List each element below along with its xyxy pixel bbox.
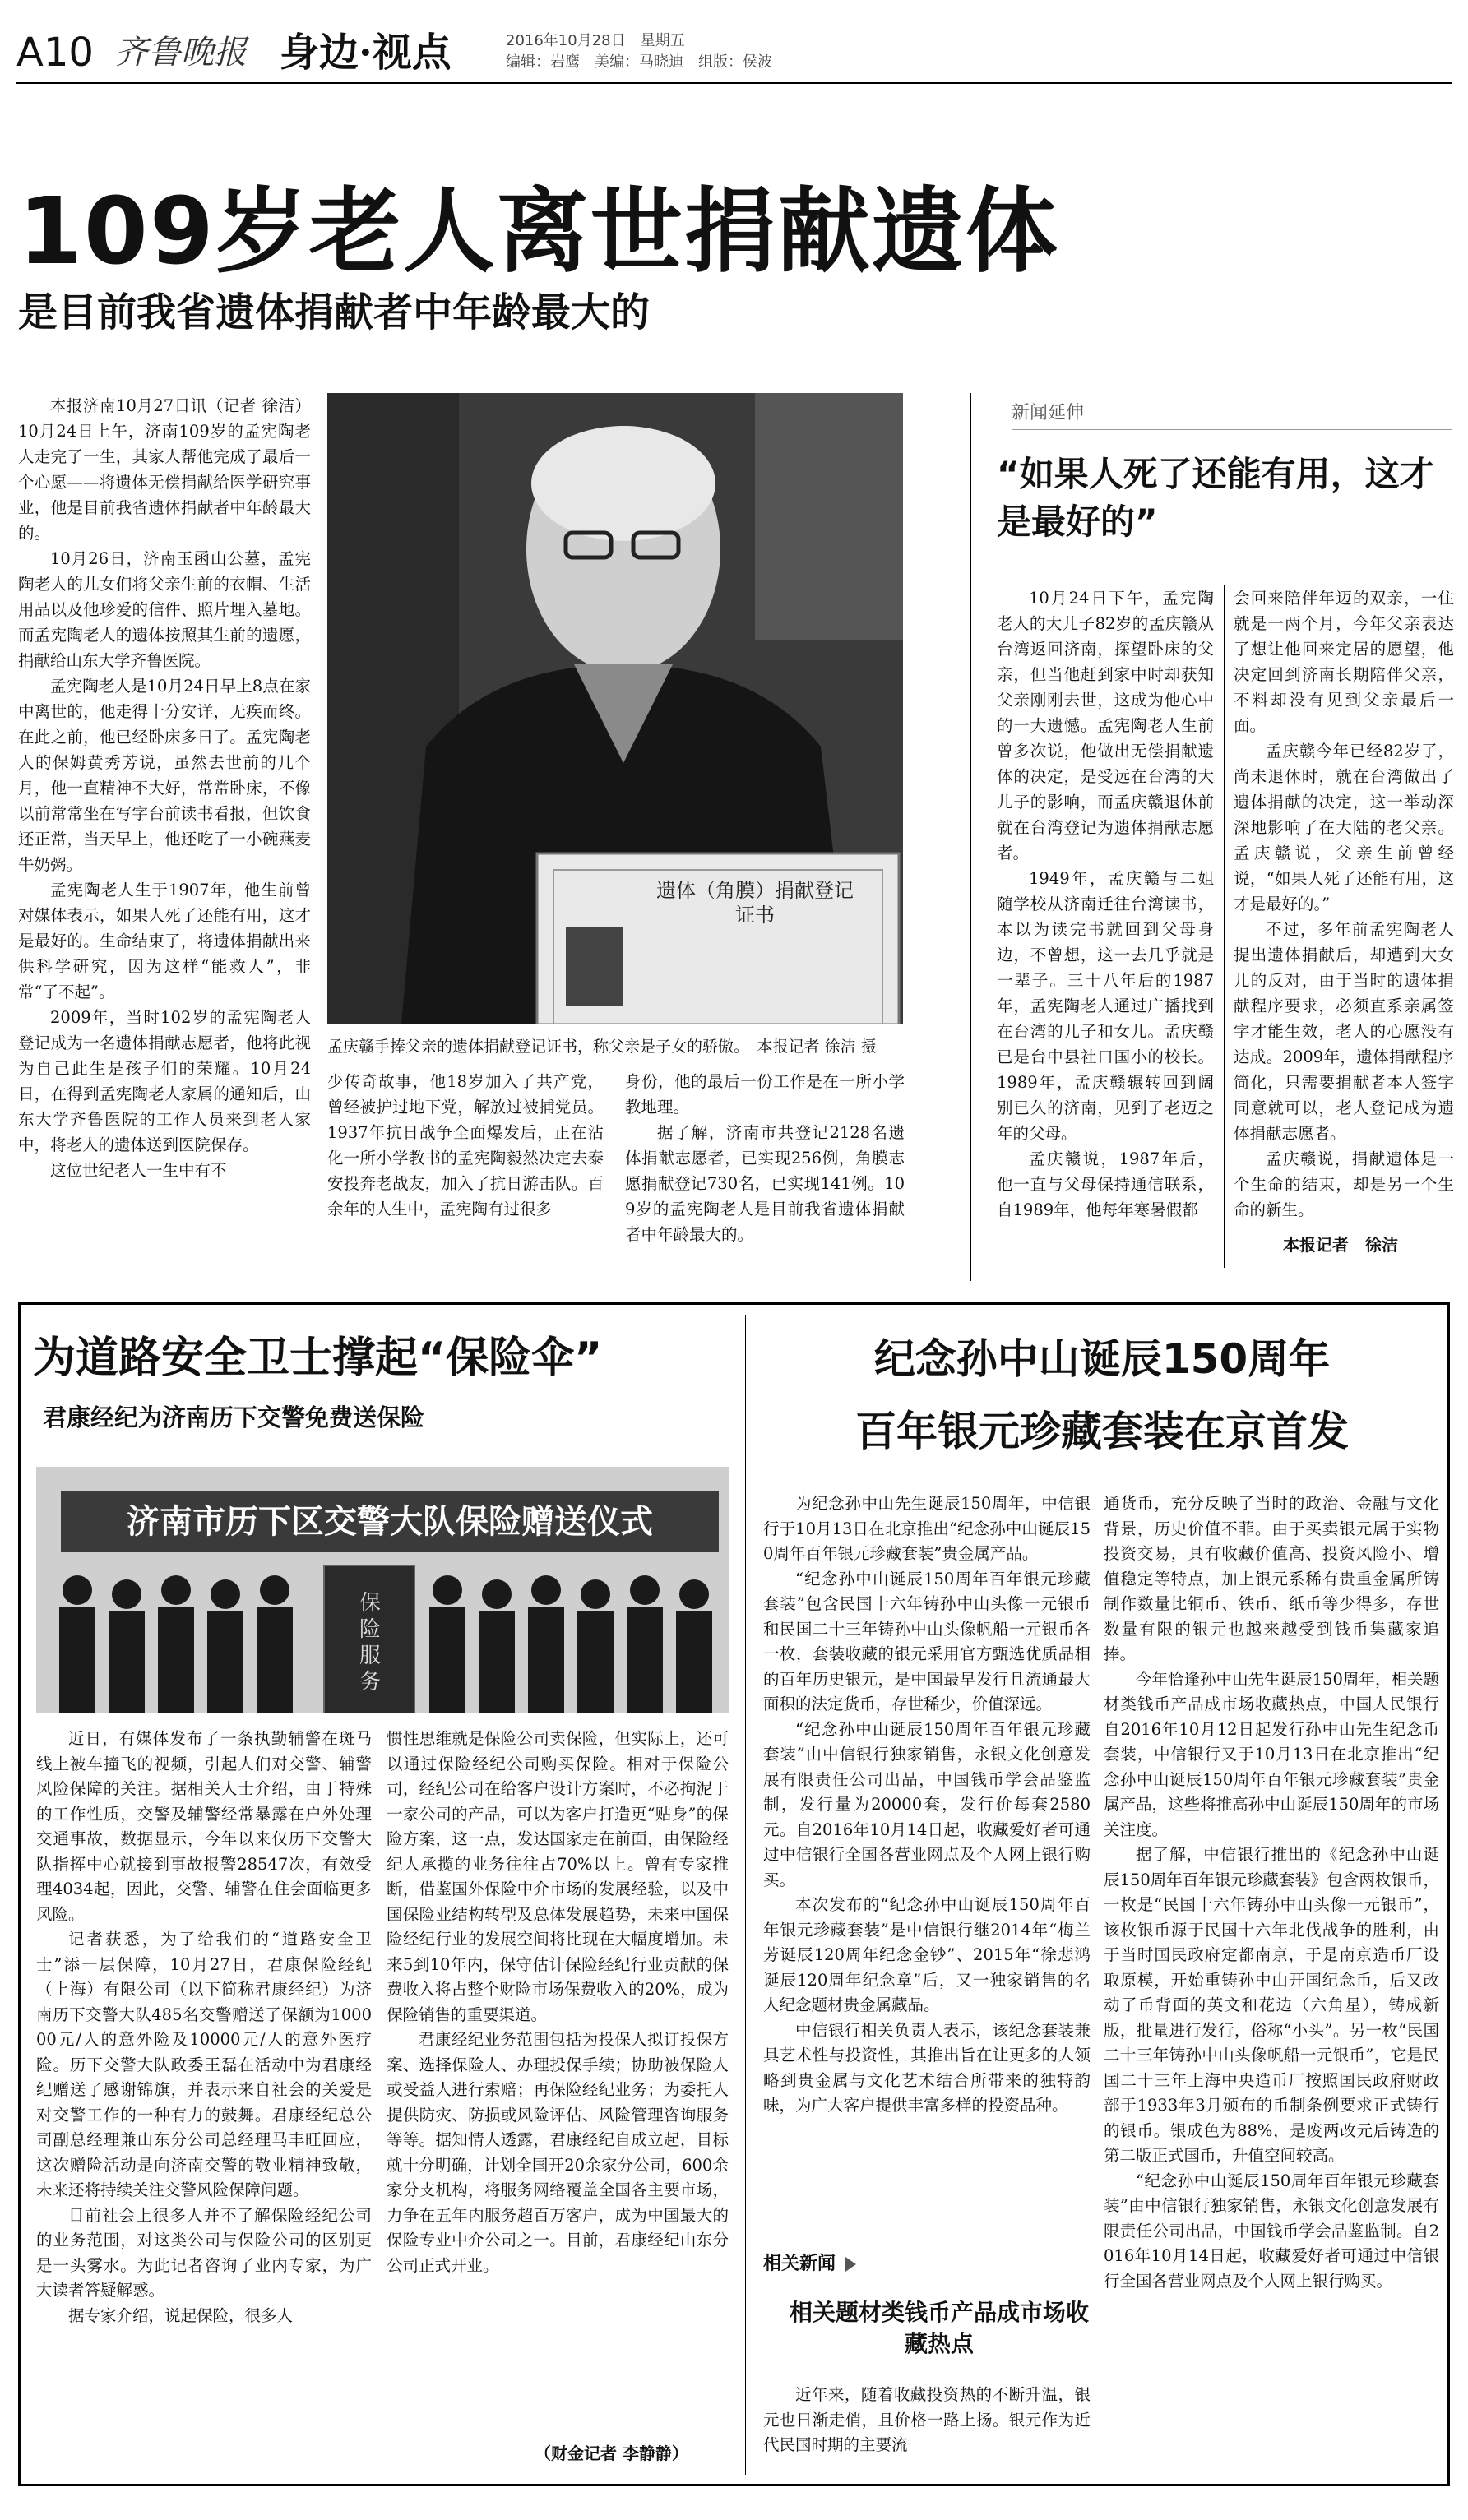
header-date: 2016年10月28日 星期五 xyxy=(506,32,685,49)
ad-right-paragraph: 为纪念孙中山先生诞辰150周年，中信银行于10月13日在北京推出“纪念孙中山诞辰150周年百年银元珍藏套装”贵金属产品。 xyxy=(763,1494,1091,1563)
ad-right-headline-2: 百年银元珍藏套装在京首发 xyxy=(855,1408,1349,1455)
page-number: A10 xyxy=(16,30,94,76)
related-news-headline: 相关题材类钱币产品成市场收藏热点 xyxy=(789,2299,1089,2357)
ad-left-byline: （财金记者 李静静） xyxy=(535,2444,688,2463)
sidebar-paragraph: 不过，多年前孟宪陶老人提出遗体捐献后，却遭到大女儿的反对，由于当时的遗体捐献程序要求，必须直系亲属签字才能生效，老人的心愿没有达成。2009年，遗体捐献程序简化，只需要捐献者本人签字同意就可以，老人登记成为遗体捐献志愿者。 xyxy=(1234,920,1454,1143)
related-news-tag xyxy=(763,2251,856,2276)
ad-left-paragraph: 记者获悉，为了给我们的“道路安全卫士”添一层保障，10月27日，君康保险经纪（上海）有限公司（以下简称君康经纪）为济南历下交警大队485名交警赠送了保额为100000元/人的意外险及10000元/人的意外医疗险。历下交警大队政委王磊在活动中为君康经纪赠送了感谢锦旗，并表示来自社会的关爱是对交警工作的一种有力的鼓舞。君康经纪总公司副总经理兼山东分公司总经理马丰旺回应，这次赠险活动是向济南交警的敬业精神致敬，未来还将持续关注交警风险保障问题。 xyxy=(36,1930,372,2199)
lead-headline: 109岁老人离世捐献遗体 xyxy=(18,178,1059,285)
lead-photo xyxy=(327,393,903,1024)
lead-paragraph: 孟宪陶老人生于1907年，他生前曾对媒体表示，如果人死了还能有用，这才是最好的。生命结束了，将遗体捐献出来供科学研究，因为这样“能救人”，非常“了不起”。 xyxy=(18,881,311,1001)
lead-paragraph: 2009年，当时102岁的孟宪陶老人登记成为一名遗体捐献志愿者，他将此视为自己此生是孩子们的荣耀。10月24日，在得到孟宪陶老人家属的通知后，山东大学齐鲁医院的工作人员来到老人家中，将老人的遗体送到医院保存。 xyxy=(18,1008,311,1154)
lead-col2 xyxy=(327,1069,604,1222)
sidebar-quote: “如果人死了还能有用，这才是最好的” xyxy=(997,454,1434,542)
ad-left-paragraph: 惯性思维就是保险公司卖保险，但实际上，还可以通过保险经纪公司购买保险。相对于保险公司，经纪公司在给客户设计方案时，不必拘泥于一家公司的产品，可以为客户打造更“贴身”的保险方案，这一点，发达国家走在前面，由保险经纪人承揽的业务往往占70%以上。曾有专家推断，借鉴国外保险中介市场的发展经验，以及中国保险业结构转型及总体发展趋势，未来中国保险经纪行业的发展空间将比现在大幅度增加。未来5到10年内，保守估计保险经纪行业贡献的保费收入将占整个财险市场保费收入的20%，成为保险销售的重要渠道。 xyxy=(387,1729,729,2024)
sidebar-paragraph: 10月24日下午，孟宪陶老人的大儿子82岁的孟庆赣从台湾返回济南，探望卧床的父亲，但当他赶到家中时却获知父亲刚刚去世，这成为他心中的一大遗憾。孟宪陶老人生前曾多次说，他做出无偿捐献遗体的决定，是受远在台湾的大儿子的影响，而孟庆赣退休前就在台湾登记为遗体捐献志愿者。 xyxy=(997,589,1214,862)
lead-col1 xyxy=(18,393,311,1183)
header-credits: 编辑：岩鹰 美编：马晓迪 组版：侯波 xyxy=(506,53,772,71)
lead-paragraph: 这位世纪老人一生中有不 xyxy=(50,1161,227,1180)
sidebar-col2 xyxy=(1234,585,1454,1223)
sidebar-paragraph: 孟庆赣说，捐献遗体是一个生命的结束，却是另一个生命的新生。 xyxy=(1234,1149,1454,1219)
ceremony-banner-text: 济南市历下区交警大队保险赠送仪式 xyxy=(127,1503,653,1541)
ad-right-headline-1: 纪念孙中山诞辰150周年 xyxy=(873,1335,1331,1383)
ad-right-paragraph: 今年恰逢孙中山先生诞辰150周年，相关题材类钱币产品成市场收藏热点，中国人民银行自2016年10月12日起发行孙中山先生纪念币套装，中信银行又于10月13日在北京推出“纪念孙中山诞辰150周年百年银元珍藏套装”贵金属产品，这些将推高孙中山诞辰150周年的市场关注度。 xyxy=(1104,1669,1439,1839)
ad-right-paragraph: “纪念孙中山诞辰150周年百年银元珍藏套装”由中信银行独家销售，永银文化创意发展有限责任公司出品，中国钱币学会品鉴监制，发行量为20000套，发行价每套2580元。自2016年10月14日起，收藏爱好者可通过中信银行全国各营业网点及个人网上银行购买。 xyxy=(763,1719,1091,1889)
sidebar-tag-rule xyxy=(1012,429,1452,430)
sidebar-paragraph: 孟庆赣说，1987年后，他一直与父母保持通信联系，自1989年，他每年寒暑假都 xyxy=(997,1149,1214,1219)
section-name: 身边·视点 xyxy=(280,30,452,76)
sidebar-byline: 本报记者 徐洁 xyxy=(1283,1235,1398,1255)
header-rule xyxy=(16,82,1452,84)
sidebar-tag: 新闻延伸 xyxy=(1012,403,1085,423)
ad-left-subhead: 君康经纪为济南历下交警免费送保险 xyxy=(43,1403,425,1431)
lead-paragraph: 本报济南10月27日讯（记者 徐洁）10月24日上午，济南109岁的孟宪陶老人走完了一生，其家人帮他完成了最后一个心愿——将遗体无偿捐献给医学研究事业，他是目前我省遗体捐献者中年龄最大的。 xyxy=(18,396,311,543)
ad-left-col1 xyxy=(36,1727,372,2328)
sidebar-divider xyxy=(970,393,971,1281)
sidebar-col1 xyxy=(997,585,1214,1223)
lead-subhead: 是目前我省遗体捐献者中年龄最大的 xyxy=(18,289,651,335)
lead-paragraph: 据了解，济南市共登记2128名遗体捐献志愿者，已实现256例，角膜志愿捐献登记730名，已实现141例。109岁的孟宪陶老人是目前我省遗体捐献者中年龄最大的。 xyxy=(625,1123,905,1244)
sidebar-col-divider xyxy=(1224,585,1225,1268)
lead-photo-caption: 孟庆赣手捧父亲的遗体捐献登记证书，称父亲是子女的骄傲。 本报记者 徐洁 摄 xyxy=(327,1038,877,1056)
sidebar-paragraph: 会回来陪伴年迈的双亲，一住就是一两个月，今年父亲表达了想让他回来定居的愿望，他决定回到济南长期陪伴父亲，不料却没有见到父亲最后一面。 xyxy=(1234,589,1454,735)
ad-right-paragraph: “纪念孙中山诞辰150周年百年银元珍藏套装”包含民国十六年铸孙中山头像一元银币和民国二十三年铸孙中山头像帆船一元银币各一枚，套装收藏的银元采用官方甄选优质品相的百年历史银元，是中国最早发行且流通最大面积的法定货币，存世稀少，价值深远。 xyxy=(763,1569,1091,1713)
sidebar-paragraph: 孟庆赣今年已经82岁了，尚未退休时，就在台湾做出了遗体捐献的决定，这一举动深深地影响了在大陆的老父亲。孟庆赣说，父亲生前曾经说，“如果人死了还能有用，这才是最好的。” xyxy=(1234,742,1454,913)
certificate-title: 遗体（角膜）捐献登记证书 xyxy=(656,879,854,927)
elderly-man-illustration xyxy=(327,393,903,1024)
ad-left-paragraph: 近日，有媒体发布了一条执勤辅警在斑马线上被车撞飞的视频，引起人们对交警、辅警风险保障的关注。据相关人士介绍，由于特殊的工作性质，交警及辅警经常暴露在户外处理交通事故，数据显示，今年以来仅历下交警大队指挥中心就接到事故报警28547次，有效受理4034起，因此，交警、辅警在住会面临更多风险。 xyxy=(36,1729,372,1924)
ad-right-paragraph: 据了解，中信银行推出的《纪念孙中山诞辰150周年百年银元珍藏套装》包含两枚银币，一枚是“民国十六年铸孙中山头像一元银币”，该枚银币源于民国十六年北伐战争的胜利，由于当时国民政府定都南京，于是南京造币厂设取原模，开始重铸孙中山开国纪念币，后又改动了币背面的英文和花边（六角星），铸成新版，批量进行发行，俗称“小头”。另一枚“民国二十三年铸孙中山头像帆船一元银币”，它是民国二十三年上海中央造币厂按照国民政府财政部于1933年3月颁布的币制条例要求正式铸行的银币。银成色为88%，是废两改元后铸造的第二版正式国币，升值空间较高。 xyxy=(1104,1845,1439,2165)
ad-right-paragraph: 本次发布的“纪念孙中山诞辰150周年百年银元珍藏套装”是中信银行继2014年“梅兰芳诞辰120周年纪念金钞”、2015年“徐悲鸿诞辰120周年纪念章”后，又一独家销售的名人纪念题材贵金属藏品。 xyxy=(763,1895,1091,2014)
lead-paragraph: 少传奇故事，他18岁加入了共产党，曾经被护过地下党，解放过被捕党员。1937年抗日战争全面爆发后，正在沾化一所小学教书的孟宪陶毅然决定去泰安投奔老战友，加入了抗日游击队。百余年的人生中，孟宪陶有过很多 xyxy=(327,1072,604,1218)
ad-left-paragraph: 君康经纪业务范围包括为投保人拟订投保方案、选择保险人、办理投保手续；协助被保险人或受益人进行索赔；再保险经纪业务；为委托人提供防灾、防损或风险评估、风险管理咨询服务等等。据知情人透露，君康经纪自成立起，目标就十分明确，计划全国开20余家分公司，600余家分支机构，将服务网络覆盖全国各主要市场，力争在五年内服务超百万客户，成为中国最大的保险专业中介公司之一。目前，君康经纪山东分公司正式开业。 xyxy=(387,2030,729,2275)
ad-left-col2 xyxy=(387,1727,729,2278)
lead-paragraph: 身份，他的最后一份工作是在一所小学教地理。 xyxy=(625,1072,905,1117)
ad-left-paragraph: 目前社会上很多人并不了解保险经纪公司的业务范围，对这类公司与保险公司的区别更是一头雾水。为此记者咨询了业内专家，为广大读者答疑解惑。 xyxy=(36,2205,372,2300)
pennant-text: 保险服务 xyxy=(359,1591,381,1695)
ad-right-paragraph: 中信银行相关负责人表示，该纪念套装兼具艺术性与投资性，其推出旨在让更多的人领略到贵金属与文化艺术结合所带来的独特韵味，为广大客户提供丰富多样的投资品种。 xyxy=(763,2020,1091,2115)
related-news-label: 相关新闻 xyxy=(763,2253,836,2274)
play-arrow-icon xyxy=(845,2257,856,2272)
ad-right-paragraph: 通货币，充分反映了当时的政治、金融与文化背景，历史价值不菲。由于买卖银元属于实物投资交易，具有收藏价值高、投资风险小、增值稳定等特点，加上银元系稀有贵重金属所铸制作数量比铜币、铁币、纸币等少得多，存世数量有限的银元也越来越受到钱币集藏家追捧。 xyxy=(1104,1494,1439,1663)
ad-right-paragraph: “纪念孙中山诞辰150周年百年银元珍藏套装”由中信银行独家销售，永银文化创意发展有限责任公司出品，中国钱币学会品鉴监制。自2016年10月14日起，收藏爱好者可通过中信银行全国各营业网点及个人网上银行购买。 xyxy=(1104,2171,1439,2291)
ad-left-paragraph: 据专家介绍，说起保险，很多人 xyxy=(68,2305,294,2325)
ceremony-photo xyxy=(36,1467,729,1713)
sidebar-paragraph: 1949年，孟庆赣与二姐随学校从济南迁往台湾读书，本以为读完书就回到父母身边，不曾想，这一去几乎就是一辈子。三十八年后的1987年，孟宪陶老人通过广播找到在台湾的儿子和女儿。孟庆赣已是台中县社口国小的校长。1989年，孟庆赣辗转回到阔别已久的济南，见到了老迈之年的父母。 xyxy=(997,869,1214,1143)
lead-paragraph: 孟宪陶老人是10月24日早上8点在家中离世的，他走得十分安详，无疾而终。在此之前，他已经卧床多日了。孟宪陶老人的保姆黄秀芳说，虽然去世前的几个月，他一直精神不大好，常常卧床，不像以前常常坐在写字台前读书看报，但饮食还正常，当天早上，他还吃了一小碗燕麦牛奶粥。 xyxy=(18,677,311,874)
ad-right-paragraph: 近年来，随着收藏投资热的不断升温，银元也日渐走俏，且价格一路上扬。银元作为近代民国时期的主要流 xyxy=(763,2385,1091,2454)
lead-col3 xyxy=(625,1069,905,1247)
lead-paragraph: 10月26日，济南玉函山公墓，孟宪陶老人的儿女们将父亲生前的衣帽、生活用品以及他珍爱的信件、照片埋入墓地。而孟宪陶老人的遗体按照其生前的遗愿，捐献给山东大学齐鲁医院。 xyxy=(18,549,311,670)
ad-divider xyxy=(745,1315,746,2475)
ad-right-col1 xyxy=(763,1491,1091,2119)
ad-right-col2 xyxy=(1104,1491,1439,2294)
related-news-text xyxy=(763,2383,1091,2458)
paper-logo: 齐鲁晚报 xyxy=(115,34,247,72)
ad-left-headline: 为道路安全卫士撑起“保险伞” xyxy=(33,1334,603,1383)
